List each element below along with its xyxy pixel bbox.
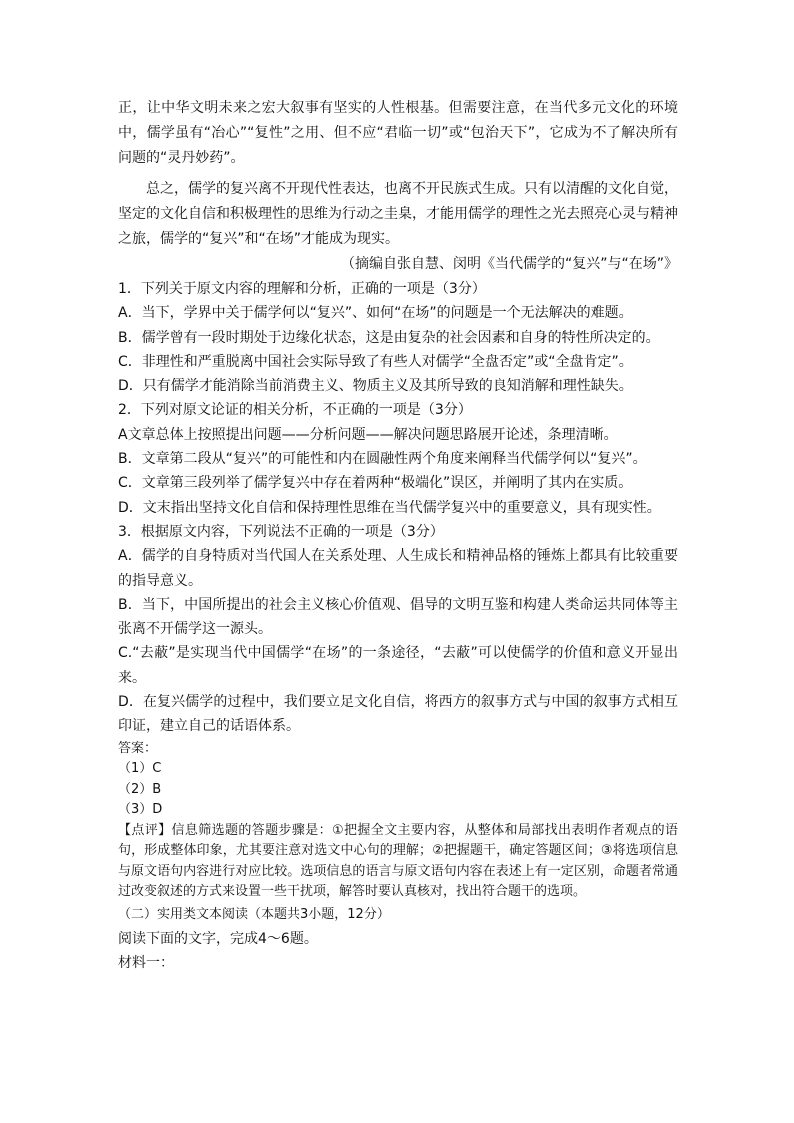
section-2-heading: （二）实用类文本阅读（本题共3小题，12分）	[118, 906, 390, 922]
answer-item: （3）D	[118, 802, 163, 818]
passage-source: （摘编自张自慧、闵明《当代儒学的“复兴”与“在场”》	[340, 256, 678, 272]
question-2-option-c: C．文章第三段列举了儒学复兴中存在着两种“极端化”误区，并阐明了其内在实质。	[118, 475, 633, 492]
question-3-option-a: A．儒学的自身特质对当代国人在关系处理、人生成长和精神品格的锤炼上都具有比较重要的指导意义。	[118, 548, 678, 589]
question-2-stem: 2．下列对原文论证的相关分析，不正确的一项是（3分）	[118, 402, 472, 419]
answers-block	[118, 739, 678, 821]
question-1-option-c: C．非理性和严重脱离中国社会实际导致了有些人对儒学“全盘否定”或“全盘肯定”。	[118, 353, 633, 370]
material-label: 材料一：	[118, 955, 174, 972]
answer-item: （2）B	[118, 781, 162, 797]
question-2-option-a: A文章总体上按照提出问题——分析问题——解决问题思路展开论述，条理清晰。	[118, 426, 618, 443]
question-2-option-b: B．文章第二段从“复兴”的可能性和内在圆融性两个角度来阐释当代儒学何以“复兴”。	[118, 451, 647, 468]
question-1-stem: 1．下列关于原文内容的理解和分析，正确的一项是（3分）	[118, 281, 486, 297]
question-3-option-c: C.“去蔽”是实现当代中国儒学“在场”的一条途径，“去蔽”可以使儒学的价值和意义开显出来。	[118, 645, 678, 686]
question-3-stem: 3．根据原文内容，下列说法不正确的一项是（3分）	[118, 523, 444, 540]
document-page	[118, 96, 678, 976]
question-2-option-d: D．文末指出坚持文化自信和保持理性思维在当代儒学复兴中的重要意义，具有现实性。	[118, 499, 661, 516]
commentary: 【点评】信息筛选题的答题步骤是：①把握全文主要内容，从整体和局部找出表明作者观点的语句，形成整体印象，尤其要注意对选文中心句的理解；②把握题干，确定答题区间；③将选项信息与原文语句内容进行对应比较。选项信息的语言与原文语句内容在表述上有一定区别，命题者常通过改变叙述的方式来设置一些干扰项，解答时要认真核对，找出符合题干的选项。	[118, 822, 678, 900]
question-2	[118, 398, 678, 519]
section-2-instruction: 阅读下面的文字，完成4～6题。	[118, 931, 318, 948]
question-1	[118, 277, 678, 398]
question-1-option-d: D．只有儒学才能消除当前消费主义、物质主义及其所导致的良知消解和理性缺失。	[118, 378, 633, 395]
passage-paragraph-continued: 正，让中华文明未来之宏大叙事有坚实的人性根基。但需要注意，在当代多元文化的环境中，儒学虽有“冶心”“复性”之用、但不应“君临一切”或“包治天下”，它成为不了解决所有问题的“灵丹妙药”。	[118, 100, 678, 166]
answer-item: （1）C	[118, 761, 162, 777]
question-3-option-b: B．当下，中国所提出的社会主义核心价值观、倡导的文明互鉴和构建人类命运共同体等主张离不开儒学这一源头。	[118, 596, 678, 638]
answers-label: 答案：	[118, 740, 158, 756]
question-3	[118, 520, 678, 739]
question-3-option-d: D．在复兴儒学的过程中，我们要立足文化自信，将西方的叙事方式与中国的叙事方式相互印证，建立自己的话语体系。	[118, 694, 678, 735]
passage-paragraph-conclusion: 总之，儒学的复兴离不开现代性表达，也离不开民族式生成。只有以清醒的文化自觉，坚定的文化自信和积极理性的思维为行动之圭臬，才能用儒学的理性之光去照亮心灵与精神之旅，儒学的“复兴”和“在场”才能成为现实。	[118, 181, 678, 247]
question-1-option-a: A．当下，学界中关于儒学何以“复兴”、如何“在场”的问题是一个无法解决的难题。	[118, 305, 633, 322]
question-1-option-b: B．儒学曾有一段时期处于边缘化状态，这是由复杂的社会因素和自身的特性所决定的。	[118, 329, 660, 346]
